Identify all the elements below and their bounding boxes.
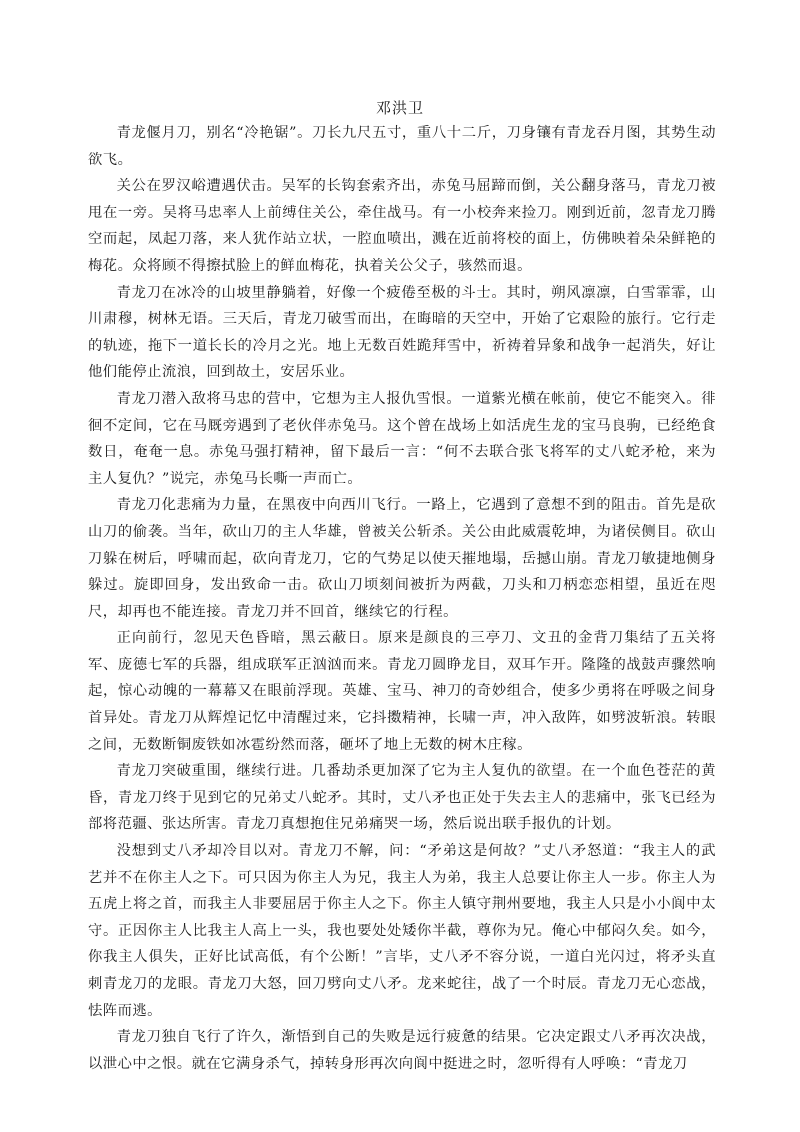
paragraph: 青龙刀化悲痛为力量，在黑夜中向西川飞行。一路上，它遇到了意想不到的阻击。首先是砍山刀的偷袭。当年，砍山刀的主人华雄，曾被关公斩杀。关公由此威震乾坤，为诸侯侧目。砍山刀躲在树后，呼啸而起，砍向青龙刀，它的气势足以使天摧地塌，岳撼山崩。青龙刀敏捷地侧身躲过。旋即回身，发出致命一击。砍山刀顷刻间被折为两截，刀头和刀柄恋恋相望，虽近在咫尺，却再也不能连接。青龙刀并不回首，继续它的行程。 — [88, 497, 716, 620]
paragraph: 青龙偃月刀，别名“冷艳锯”。刀长九尺五寸，重八十二斤，刀身镶有青龙吞月图，其势生动欲飞。 — [88, 125, 716, 168]
paragraph: 青龙刀突破重围，继续行进。几番劫杀更加深了它为主人复仇的欲望。在一个血色苍茫的黄昏，青龙刀终于见到它的兄弟丈八蛇矛。其时，丈八矛也正处于失去主人的悲痛中，张飞已经为部将范疆、张达所害。青龙刀真想抱住兄弟痛哭一场，然后说出联手报仇的计划。 — [88, 763, 716, 833]
paragraph: 青龙刀独自飞行了许久，渐悟到自己的失败是远行疲惫的结果。它决定跟丈八矛再次决战，以泄心中之恨。就在它满身杀气，掉转身形再次向阆中挺进之时，忽听得有人呼唤：“青龙刀 — [88, 1029, 716, 1072]
article-body — [88, 120, 716, 1077]
paragraph: 正向前行，忽见天色昏暗，黑云蔽日。原来是颜良的三亭刀、文丑的金背刀集结了五关将军、庞德七军的兵器，组成联军正汹汹而来。青龙刀圆睁龙目，双耳乍开。隆隆的战鼓声骤然响起，惊心动魄的一幕幕又在眼前浮现。英雄、宝马、神刀的奇妙组合，使多少勇将在呼吸之间身首异处。青龙刀从辉煌记忆中清醒过来，它抖擞精神，长啸一声，冲入敌阵，如劈波斩浪。转眼之间，无数断铜废铁如冰雹纷然而落，砸坏了地上无数的树木庄稼。 — [88, 630, 716, 753]
paragraph: 没想到丈八矛却冷目以对。青龙刀不解，问：“矛弟这是何故？”丈八矛怒道：“我主人的武艺并不在你主人之下。可只因为你主人为兄，我主人为弟，我主人总要让你主人一步。你主人为五虎上将之首，而我主人非要屈居于你主人之下。你主人镇守荆州要地，我主人只是小小阆中太守。正因你主人比我主人高上一头，我也要处处矮你半截，尊你为兄。俺心中郁闷久矣。如今，你我主人俱失，正好比试高低，有个公断！”言毕，丈八矛不容分说，一道白光闪过，将矛头直刺青龙刀的龙眼。青龙刀大怒，回刀劈向丈八矛。龙来蛇往，战了一个时辰。青龙刀无心恋战，怯阵而逃。 — [88, 843, 716, 1019]
paragraph: 关公在罗汉峪遭遇伏击。吴军的长钩套索齐出，赤兔马屈蹄而倒，关公翻身落马，青龙刀被甩在一旁。吴将马忠率人上前缚住关公，牵住战马。有一小校奔来捡刀。刚到近前，忽青龙刀腾空而起，凤起刀落，来人犹作站立状，一腔血喷出，溅在近前将校的面上，仿佛映着朵朵鲜艳的梅花。众将顾不得擦拭脸上的鲜血梅花，执着关公父子，骇然而退。 — [88, 178, 716, 274]
paragraph: 青龙刀潜入敌将马忠的营中，它想为主人报仇雪恨。一道紫光横在帐前，使它不能突入。徘徊不定间，它在马厩旁遇到了老伙伴赤兔马。这个曾在战场上如活虎生龙的宝马良驹，已经绝食数日，奄奄一息。赤兔马强打精神，留下最后一言：“何不去联合张飞将军的丈八蛇矛枪，来为主人复仇？”说完，赤兔马长嘶一声而亡。 — [88, 390, 716, 487]
paragraph: 青龙刀在冰冷的山坡里静躺着，好像一个疲倦至极的斗士。其时，朔风凛凛，白雪霏霏，山川肃穆，树林无语。三天后，青龙刀破雪而出，在晦暗的天空中，开始了它艰险的旅行。它行走的轨迹，拖下一道长长的冷月之光。地上无数百姓跪拜雪中，祈祷着异象和战争一起消失，好让他们能停止流浪，回到故土，安居乐业。 — [88, 284, 716, 381]
author-name: 邓洪卫 — [375, 99, 424, 117]
